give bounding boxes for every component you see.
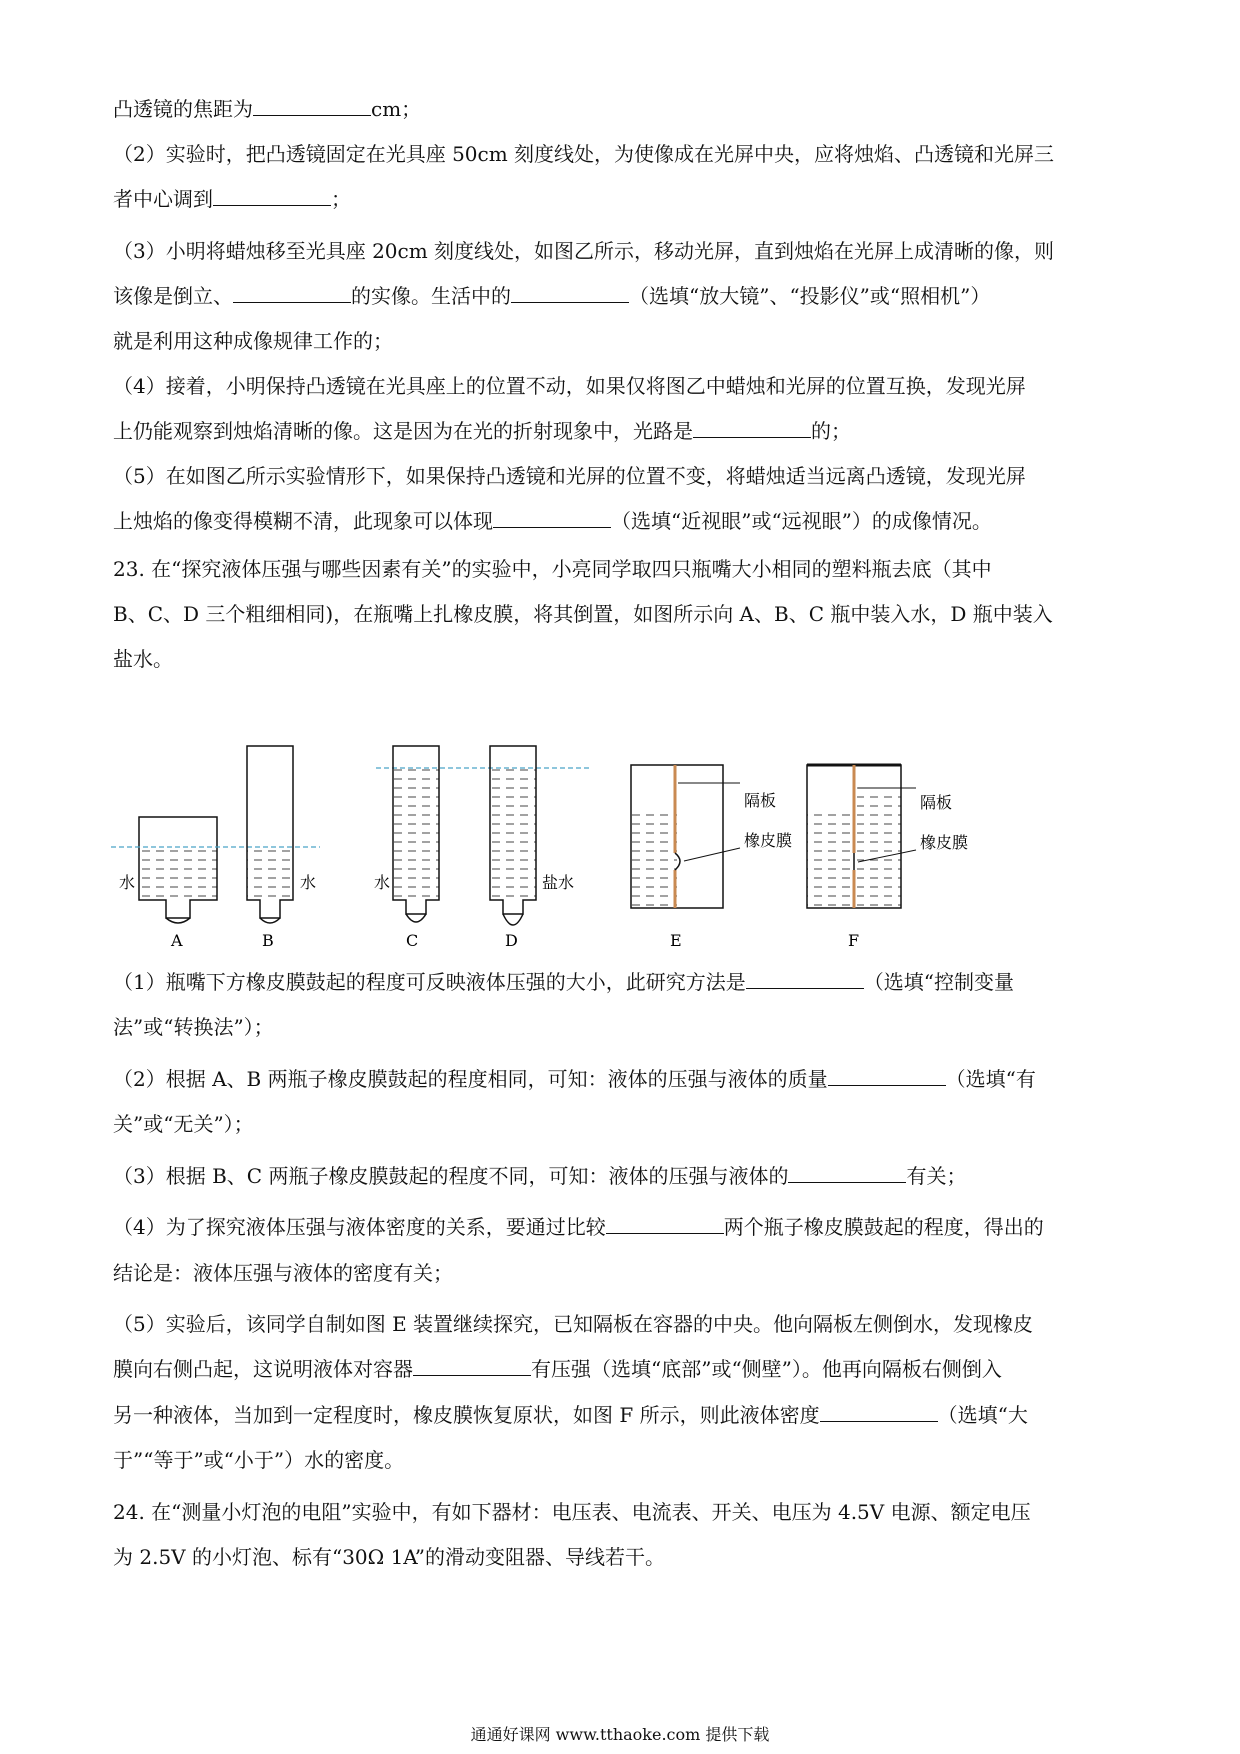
container-f (807, 765, 968, 950)
q23-sub4-line-2: 结论是：液体压强与液体的密度有关； (113, 1261, 453, 1285)
q22-line-8: （5）在如图乙所示实验情形下，如果保持凸透镜和光屏的位置不变，将蜡烛适当远离凸透镜，发现光屏 (113, 464, 1026, 488)
label-c: C (406, 931, 419, 950)
q23-sub5-line-1: （5）实验后，该同学自制如图 E 装置继续探究，已知隔板在容器的中央。他向隔板左侧倒水，发现橡皮 (113, 1312, 1034, 1336)
q22-line-6: （4）接着，小明保持凸透镜在光具座上的位置不动，如果仅将图乙中蜡烛和光屏的位置互换，发现光屏 (113, 374, 1026, 398)
page-footer: 通通好课网 www.tthaoke.com 提供下载 (470, 1725, 770, 1744)
q23-sub2-line-1: （2）根据 A、B 两瓶子橡皮膜鼓起的程度相同，可知：液体的压强与液体的质量 （选填“有 (113, 1067, 1036, 1091)
answer-blank[interactable] (820, 1403, 938, 1422)
q23-sub4-line-1: （4）为了探究液体压强与液体密度的关系，要通过比较 两个瓶子橡皮膜鼓起的程度，得出的 (113, 1215, 1044, 1239)
q23-intro-1: 23. 在“探究液体压强与哪些因素有关”的实验中，小亮同学取四只瓶嘴大小相同的塑料瓶去底（其中 (113, 557, 992, 581)
q22-line-7: 上仍能观察到烛焰清晰的像。这是因为在光的折射现象中，光路是 的； (113, 419, 851, 443)
bottle-c (374, 746, 439, 950)
answer-blank[interactable] (413, 1357, 531, 1376)
answer-blank[interactable] (788, 1164, 906, 1183)
answer-blank[interactable] (606, 1215, 724, 1234)
q22-line-3: （3）小明将蜡烛移至光具座 20cm 刻度线处，如图乙所示，移动光屏，直到烛焰在光屏上成清晰的像，则 (113, 239, 1055, 263)
label-membrane-f: 橡皮膜 (920, 833, 969, 852)
label-salt-water-d: 盐水 (542, 873, 575, 892)
q22-line-0: 凸透镜的焦距为 cm； (113, 97, 422, 121)
label-water-c: 水 (374, 873, 391, 892)
q23-intro-2: B、C、D 三个粗细相同)，在瓶嘴上扎橡皮膜，将其倒置，如图所示向 A、B、C 瓶中装入水，D 瓶中装入 (113, 602, 1053, 626)
bottle-b (247, 746, 316, 950)
label-partition-e: 隔板 (744, 791, 777, 810)
label-partition-f: 隔板 (920, 793, 953, 812)
label-membrane-e: 橡皮膜 (744, 831, 793, 850)
label-e: E (670, 931, 682, 950)
answer-blank[interactable] (746, 970, 864, 989)
q23-sub5-line-2: 膜向右侧凸起，这说明液体对容器 有压强（选填“底部”或“侧壁”）。他再向隔板右侧倒入 (113, 1357, 1002, 1381)
bottle-d (490, 746, 574, 950)
bottle-a (119, 817, 217, 950)
label-a: A (171, 931, 183, 950)
q23-sub1-line-2: 法”或“转换法”）； (113, 1015, 274, 1039)
q24-line-2: 为 2.5V 的小灯泡、标有“30Ω 1A”的滑动变阻器、导线若干。 (113, 1545, 666, 1569)
q22-line-1: （2）实验时，把凸透镜固定在光具座 50cm 刻度线处，为使像成在光屏中央，应将烛焰、凸透镜和光屏三 (113, 142, 1055, 166)
label-water-b: 水 (300, 873, 317, 892)
label-d: D (505, 931, 518, 950)
q22-line-9: 上烛焰的像变得模糊不清，此现象可以体现 （选填“近视眼”或“远视眼”）的成像情况。 (113, 509, 992, 533)
q23-sub3-line-1: （3）根据 B、C 两瓶子橡皮膜鼓起的程度不同，可知：液体的压强与液体的 有关； (113, 1164, 967, 1188)
q23-sub2-line-2: 关”或“无关”）； (113, 1112, 254, 1136)
label-b: B (262, 931, 274, 950)
q22-line-5: 就是利用这种成像规律工作的； (113, 329, 393, 353)
q23-sub1-line-1: （1）瓶嘴下方橡皮膜鼓起的程度可反映液体压强的大小，此研究方法是 （选填“控制变量 (113, 970, 1014, 994)
q22-line-4: 该像是倒立、 的实像。生活中的 （选填“放大镜”、“投影仪”或“照相机”） (113, 284, 991, 308)
label-water-a: 水 (119, 873, 136, 892)
q23-sub5-line-3: 另一种液体，当加到一定程度时，橡皮膜恢复原状，如图 F 所示，则此液体密度 （选填“大 (113, 1403, 1028, 1427)
label-f: F (848, 931, 860, 950)
q22-line-2: 者中心调到 ； (113, 187, 351, 211)
container-e (631, 765, 792, 950)
q24-line-1: 24. 在“测量小灯泡的电阻”实验中，有如下器材：电压表、电流表、开关、电压为 4.5V 电源、额定电压 (113, 1500, 1031, 1524)
q23-sub5-line-4: 于”“等于”或“小于”）水的密度。 (113, 1448, 405, 1472)
answer-blank[interactable] (828, 1067, 946, 1086)
q23-intro-3: 盐水。 (113, 647, 173, 671)
